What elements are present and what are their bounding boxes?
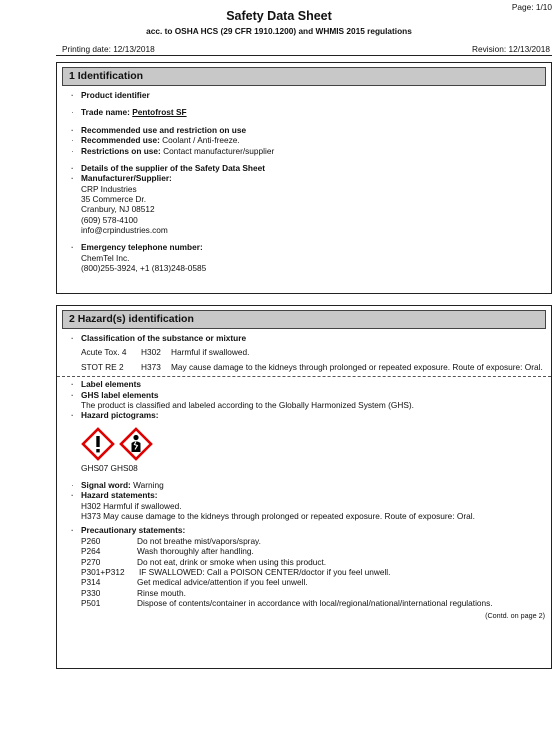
hazard-statement: H373 May cause damage to the kidneys through prolonged or repeated exposure. Route of exposure: Oral. — [81, 511, 475, 522]
classification-row — [71, 362, 545, 372]
restrictions — [71, 146, 545, 156]
supplier-address — [71, 184, 545, 236]
document-subtitle: acc. to OSHA HCS (29 CFR 1910.1200) and WHMIS 2015 regulations — [146, 26, 412, 36]
precautionary-row — [71, 557, 545, 567]
trade-name-value: Pentofrost SF — [132, 107, 187, 118]
precautionary-row — [71, 598, 545, 608]
supplier-line: 35 Commerce Dr. — [81, 194, 147, 204]
emergency-line: (800)255-3924, +1 (813)248-0585 — [81, 263, 207, 274]
document-title: Safety Data Sheet — [226, 9, 332, 23]
precautionary-row — [71, 546, 545, 556]
classification-title: · Classification of the substance or mixture — [71, 333, 545, 343]
supplier-line: (609) 578-4100 — [81, 214, 138, 225]
p-text: Do not breathe mist/vapors/spray. — [137, 535, 261, 546]
section-identification — [56, 62, 552, 294]
precautionary-row — [71, 577, 545, 587]
p-code: P301+P312 — [81, 566, 125, 577]
health-hazard-icon — [119, 427, 153, 461]
restrictions-value: Contact manufacturer/supplier — [163, 145, 275, 156]
hazard-code: H373 — [141, 361, 161, 372]
precautionary-row — [71, 588, 545, 598]
p-code: P260 — [81, 535, 101, 546]
signal-word — [71, 480, 545, 490]
emergency-phone-label: · Emergency telephone number: — [71, 242, 545, 252]
manufacturer-label: · Manufacturer/Supplier: — [71, 173, 545, 183]
p-code: P330 — [81, 587, 101, 598]
recommended-use-value: Coolant / Anti-freeze. — [162, 135, 240, 146]
p-code: P270 — [81, 556, 101, 567]
section-heading: 1 Identification — [62, 67, 546, 86]
p-text: Wash thoroughly after handling. — [137, 546, 254, 557]
trade-name — [71, 107, 545, 117]
printing-date: Printing date: 12/13/2018 — [62, 44, 155, 54]
p-code: P264 — [81, 546, 101, 557]
hazard-class: Acute Tox. 4 — [81, 347, 127, 358]
hazard-statements-label: · Hazard statements: — [71, 490, 545, 500]
product-identifier-title: · Product identifier — [71, 90, 545, 100]
precautionary-row — [71, 536, 545, 546]
dashed-divider — [57, 376, 551, 377]
signal-word-label: Signal word: — [81, 480, 131, 490]
section-hazards — [56, 305, 552, 669]
recommended-use-label: Recommended use: — [81, 135, 160, 146]
p-text: Dispose of contents/container in accordance with local/regional/national/international regulations. — [137, 597, 493, 608]
section-heading: 2 Hazard(s) identification — [62, 310, 546, 329]
hazard-text: Harmful if swallowed. — [171, 347, 250, 358]
continued-note: (Contd. on page 2) — [485, 611, 545, 621]
pictogram-codes: GHS07 GHS08 — [81, 462, 138, 473]
hazard-code: H302 — [141, 347, 161, 358]
hazard-statement: H302 Harmful if swallowed. — [81, 500, 182, 511]
pictogram-group — [81, 427, 545, 461]
recommended-use-title: · Recommended use and restriction on use — [71, 125, 545, 135]
p-text: Get medical advice/attention if you feel unwell. — [137, 577, 308, 588]
emergency-contact — [71, 253, 545, 274]
p-code: P314 — [81, 577, 101, 588]
precautionary-row — [71, 567, 545, 577]
emergency-line: ChemTel Inc. — [81, 252, 130, 263]
p-text: Do not eat, drink or smoke when using this product. — [137, 556, 327, 567]
signal-word-value: Warning — [133, 480, 164, 490]
p-text: IF SWALLOWED: Call a POISON CENTER/doctor if you feel unwell. — [139, 566, 391, 577]
header-rule — [56, 55, 552, 56]
recommended-use — [71, 135, 545, 145]
ghs-text: The product is classified and labeled according to the Globally Harmonized System (GHS). — [81, 399, 414, 410]
hazard-pictograms-label: · Hazard pictograms: — [71, 410, 545, 420]
supplier-line: Cranbury, NJ 08512 — [81, 204, 155, 215]
trade-name-label: Trade name: — [81, 107, 130, 118]
supplier-line: CRP Industries — [81, 183, 137, 194]
hazard-class: STOT RE 2 — [81, 361, 124, 372]
hazard-text: May cause damage to the kidneys through prolonged or repeated exposure. Route of exposure: Oral. — [171, 361, 543, 372]
p-code: P501 — [81, 597, 101, 608]
ghs-label-title: · GHS label elements — [71, 390, 545, 400]
restrictions-label: Restrictions on use: — [81, 145, 161, 156]
precautionary-statements-label: · Precautionary statements: — [71, 525, 545, 535]
revision-date: Revision: 12/13/2018 — [472, 44, 550, 54]
classification-row — [71, 347, 545, 357]
label-elements-title: · Label elements — [71, 379, 545, 389]
supplier-details-title: · Details of the supplier of the Safety Data Sheet — [71, 163, 545, 173]
page-number: Page: 1/10 — [511, 2, 552, 12]
exclamation-mark-icon — [81, 427, 115, 461]
p-text: Rinse mouth. — [137, 587, 186, 598]
supplier-email: info@crpindustries.com — [81, 225, 168, 236]
